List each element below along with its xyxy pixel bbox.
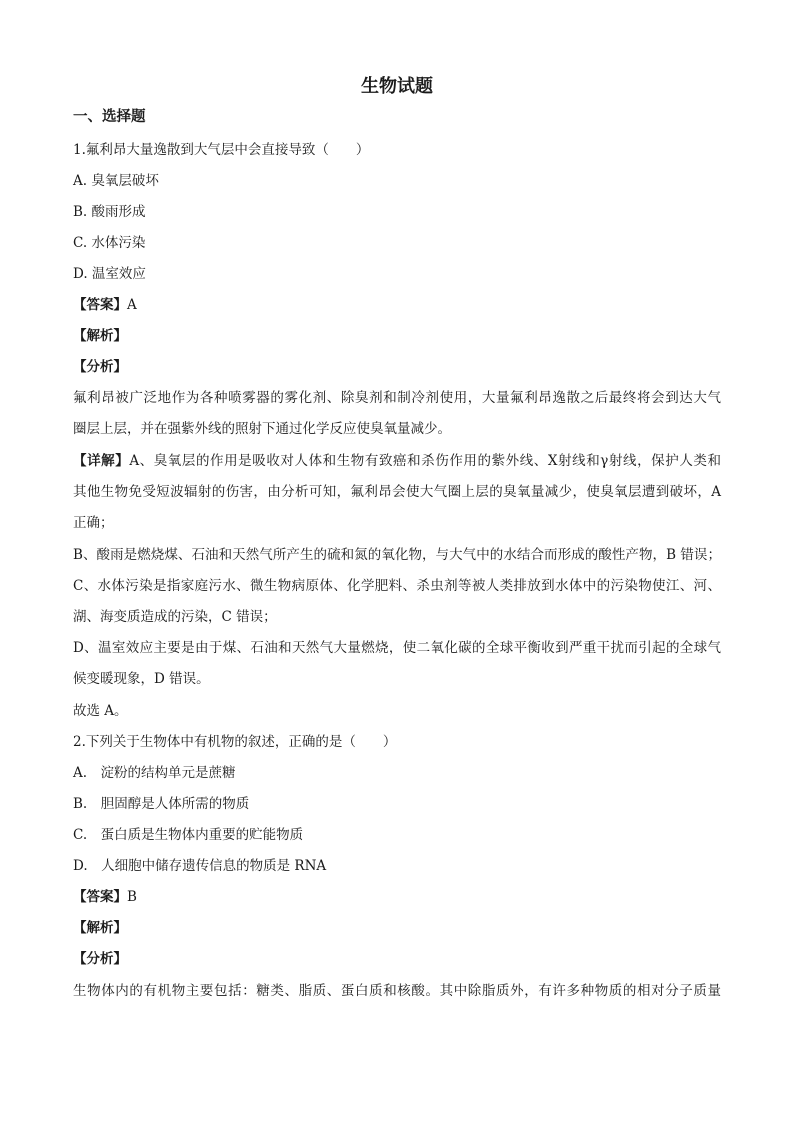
- q1-detail-line-5: C、水体污染是指家庭污水、微生物病原体、化学肥料、杀虫剂等被人类排放到水体中的污染物使江、河、: [73, 578, 721, 594]
- q2-analysis-line-1: 生物体内的有机物主要包括：糖类、脂质、蛋白质和核酸。其中除脂质外，有许多种物质的相对分子质量: [73, 983, 721, 999]
- xiangjie-tag: 【详解】: [73, 453, 130, 469]
- q1-detail-line-8: 候变暖现象，D 错误。: [73, 671, 210, 687]
- section-heading: 一、选择题: [73, 108, 146, 125]
- q1-option-c: C. 水体污染: [73, 235, 146, 251]
- q2-option-a: A. 淀粉的结构单元是蔗糖: [73, 765, 236, 781]
- detail-text: A、臭氧层的作用是吸收对人体和生物有致癌和杀伤作用的紫外线、X射线和γ射线，保护人类和: [129, 453, 721, 469]
- q2-option-d: D. 人细胞中储存遗传信息的物质是 RNA: [73, 858, 327, 874]
- q2-answer-line: [73, 888, 137, 906]
- q1-detail-line-4: B、酸雨是燃烧煤、石油和天然气所产生的硫和氮的氧化物，与大气中的水结合而形成的酸性产物，B 错误；: [73, 547, 721, 563]
- q1-option-a: A. 臭氧层破坏: [73, 173, 159, 189]
- q1-option-b: B. 酸雨形成: [73, 204, 146, 220]
- q1-detail-line-2: 其他生物免受短波辐射的伤害，由分析可知，氟利昂会使大气圈上层的臭氧量减少，使臭氧层遭到破坏，A: [73, 484, 721, 500]
- q2-option-b: B. 胆固醇是人体所需的物质: [73, 796, 250, 812]
- answer-value: A: [127, 297, 137, 313]
- jiexi-tag: 【解析】: [73, 328, 127, 344]
- q2-stem: 2.下列关于生物体中有机物的叙述，正确的是（ ）: [73, 734, 397, 750]
- q2-option-c: C. 蛋白质是生物体内重要的贮能物质: [73, 827, 304, 843]
- q1-detail-line-6: 湖、海变质造成的污染，C 错误；: [73, 609, 277, 625]
- answer-value: B: [127, 889, 137, 905]
- answer-tag: 【答案】: [73, 889, 127, 905]
- q1-option-d: D. 温室效应: [73, 266, 146, 282]
- jiexi-tag: 【解析】: [73, 920, 127, 936]
- fenxi-tag: 【分析】: [73, 359, 127, 375]
- q1-analysis-line-1: 氟利昂被广泛地作为各种喷雾器的雾化剂、除臭剂和制冷剂使用，大量氟利昂逸散之后最终将会到达大气: [73, 390, 721, 406]
- q1-stem: 1.氟利昂大量逸散到大气层中会直接导致（ ）: [73, 142, 370, 158]
- q1-analysis-line-2: 圈层上层，并在强紫外线的照射下通过化学反应使臭氧量减少。: [73, 421, 451, 437]
- q1-detail-line-7: D、温室效应主要是由于煤、石油和天然气大量燃烧，使二氧化碳的全球平衡收到严重干扰而引起的全球气: [73, 640, 721, 656]
- q1-conclusion: 故选 A。: [73, 703, 128, 719]
- q1-detail-line-3: 正确；: [73, 515, 114, 531]
- q1-detail-line-1: [73, 452, 721, 470]
- q1-answer-line: [73, 296, 137, 314]
- answer-tag: 【答案】: [73, 297, 127, 313]
- page-title: 生物试题: [361, 76, 433, 97]
- fenxi-tag: 【分析】: [73, 951, 127, 967]
